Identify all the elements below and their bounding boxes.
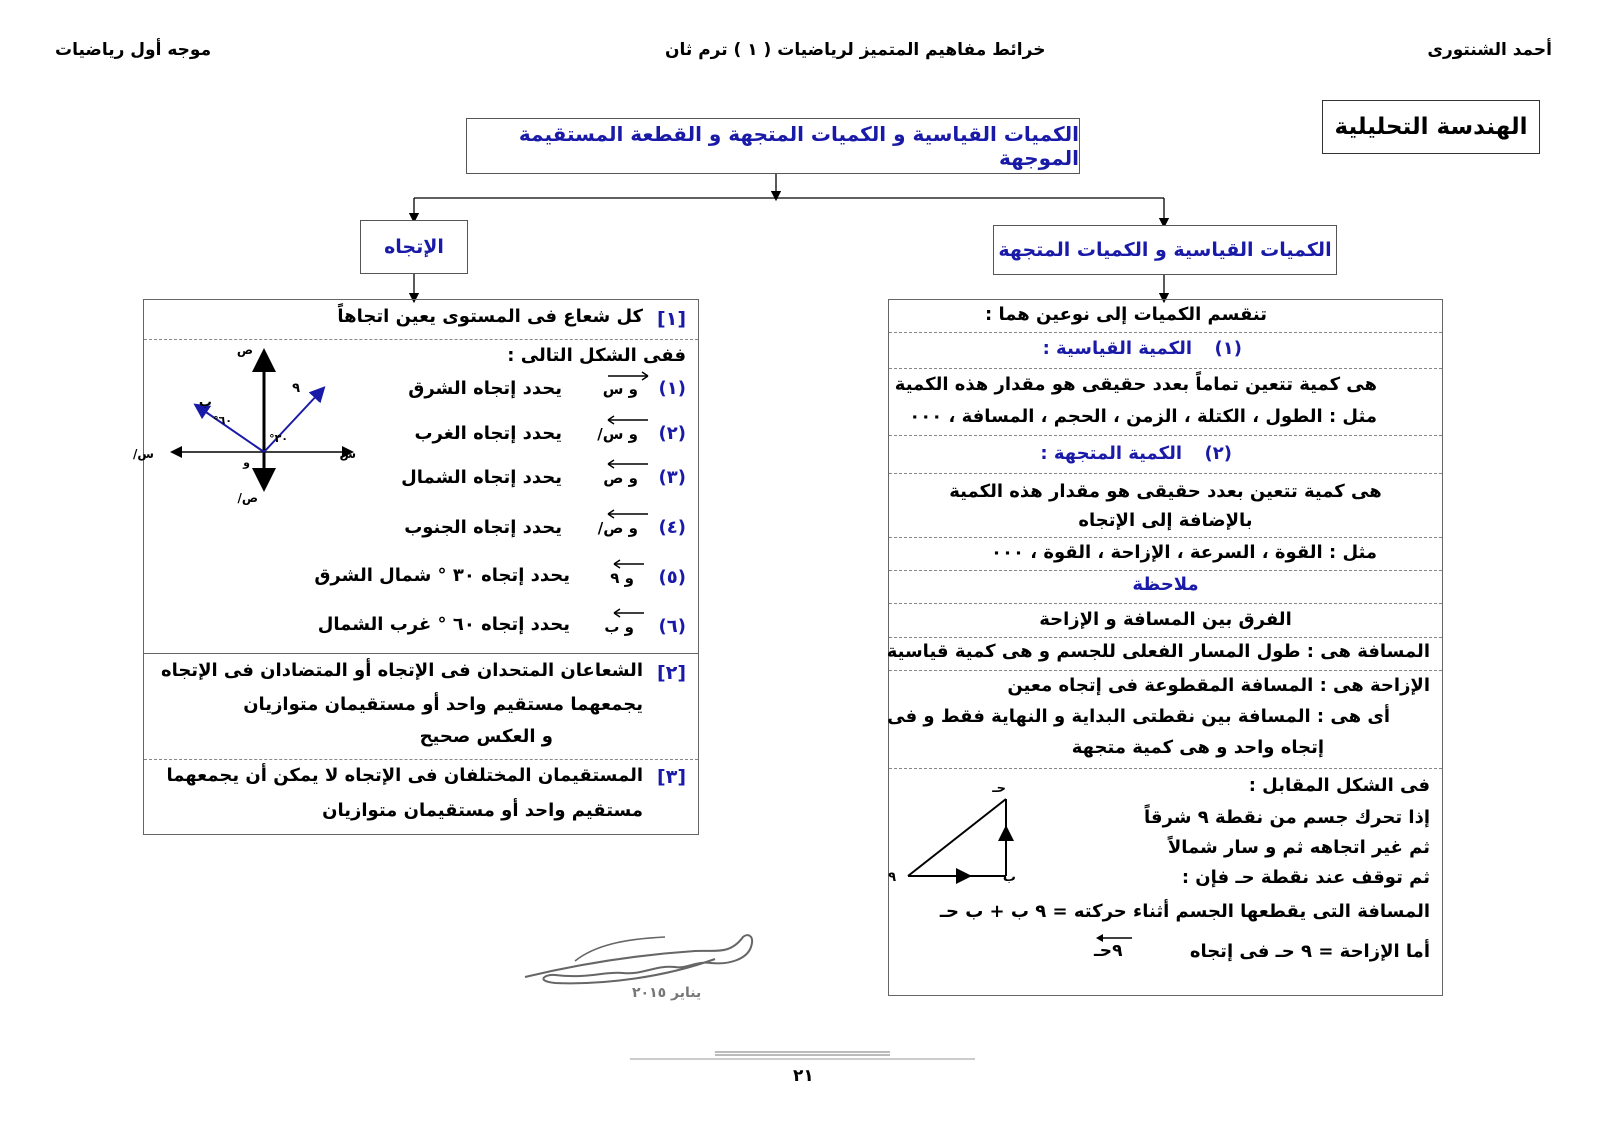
item-3-number: (٣) xyxy=(658,467,686,488)
branch-direction-text: الإتجاه xyxy=(384,236,444,258)
row-scalar-examples xyxy=(889,403,1442,436)
item-4-vector-label: و ص/ xyxy=(597,519,638,537)
displacement-formula: أما الإزاحة = ٩ حـ فى إتجاه xyxy=(1189,941,1430,962)
item-6-vector-label: و ب xyxy=(604,618,634,636)
row-difference xyxy=(889,604,1442,638)
displacement-def-1: الإزاحة هى : المسافة المقطوعة فى إتجاه معين xyxy=(1007,675,1430,696)
axes-figure xyxy=(133,340,380,510)
item-2-number: (٢) xyxy=(658,423,686,444)
row-directions xyxy=(133,340,698,654)
item-4-text: يحدد إتجاه الجنوب xyxy=(404,517,562,538)
branch-quantities-text: الكميات القياسية و الكميات المتجهة xyxy=(998,239,1332,261)
tree-connectors xyxy=(0,0,1600,310)
item-5-text: يحدد إتجاه ٣٠ ° شمال الشرق xyxy=(314,565,570,586)
item-1-text: يحدد إتجاه الشرق xyxy=(408,378,562,399)
example-line-3: ثم توقف عند نقطة حـ فإن : xyxy=(1181,867,1430,888)
item-6-text: يحدد إتجاه ٦٠ ° غرب الشمال xyxy=(317,614,570,635)
p1-text: كل شعاع فى المستوى يعين اتجاهاً xyxy=(337,306,643,327)
row-p3 xyxy=(144,760,698,836)
vector-arrows xyxy=(597,340,660,654)
axis-y2-label: ص/ xyxy=(237,491,258,505)
difference-title: الفرق بين المسافة و الإزاحة xyxy=(1039,609,1292,630)
directions-intro: ففى الشكل التالى : xyxy=(507,345,686,366)
header-role: موجه أول رياضيات xyxy=(55,40,212,60)
intro-text: تنقسم الكميات إلى نوعين هما : xyxy=(984,304,1267,325)
item-5-number: (٥) xyxy=(658,567,686,588)
row-vector-title xyxy=(889,436,1442,474)
item-3-vector-label: و ص xyxy=(603,469,638,487)
p3-line-1: المستقيمان المختلفان فى الإتجاه لا يمكن أن يجمعهما xyxy=(166,765,643,786)
branch-quantities xyxy=(993,225,1337,275)
branch-direction xyxy=(360,220,468,274)
right-panel xyxy=(888,299,1443,996)
p2-number: [٢] xyxy=(657,662,686,684)
p3-number: [٣] xyxy=(657,766,686,788)
scalar-definition: هى كمية تتعين تماماً بعدد حقيقى هو مقدار هذه الكمية xyxy=(894,374,1377,395)
item-6-number: (٦) xyxy=(658,616,686,637)
example-intro: فى الشكل المقابل : xyxy=(1248,775,1430,796)
point-a-axis-label: ٩ xyxy=(292,381,300,396)
item-5-vector-label: و ٩ xyxy=(610,569,634,587)
point-a-label: ٩ xyxy=(888,870,896,885)
row-vector-def xyxy=(889,474,1442,538)
vector-definition-2: بالإضافة إلى الإتجاه xyxy=(1078,510,1253,531)
signature-date: يناير ٢٠١٥ xyxy=(632,985,702,1001)
row-example xyxy=(889,769,1442,995)
signature xyxy=(515,925,775,1015)
scalar-examples: مثل : الطول ، الكتلة ، الزمن ، الحجم ، المسافة ، ٠٠٠ xyxy=(909,406,1377,427)
displacement-def-3: إتجاه واحد و هى كمية متجهة xyxy=(1071,737,1324,758)
p1-number: [١] xyxy=(657,308,686,330)
displacement-vector-label: ٩حـ xyxy=(1094,941,1123,961)
page-number: ٢١ xyxy=(793,1066,814,1086)
item-2-vector-label: و س/ xyxy=(597,425,638,443)
item-3-text: يحدد إتجاه الشمال xyxy=(401,467,562,488)
note-title: ملاحظة xyxy=(1132,574,1199,595)
row-displacement xyxy=(889,671,1442,769)
axis-x2-label: س/ xyxy=(133,447,154,461)
displacement-vector xyxy=(1094,941,1122,961)
point-b-label: ب xyxy=(1002,870,1016,885)
axis-y-label: ص xyxy=(236,343,253,357)
p2-line-1: الشعاعان المتحدان فى الإتجاه أو المتضادان فى الإتجاه xyxy=(160,660,643,681)
vector-number: (٢) xyxy=(1204,443,1232,464)
p2-line-2: يجمعهما مستقيم واحد أو مستقيمان متوازيان xyxy=(243,694,643,715)
vector-title: الكمية المتجهة : xyxy=(1040,443,1182,464)
vector-examples: مثل : القوة ، السرعة ، الإزاحة ، القوة ، ٠٠٠ xyxy=(991,542,1377,563)
distance-formula: المسافة التى يقطعها الجسم أثناء حركته = ٩ ب + ب حـ xyxy=(939,901,1430,922)
row-p2 xyxy=(144,654,698,760)
origin-label: و xyxy=(243,456,250,469)
row-distance xyxy=(886,638,1442,671)
example-line-1: إذا تحرك جسم من نقطة ٩ شرقاً xyxy=(1144,807,1430,828)
item-1-number: (١) xyxy=(658,378,686,399)
example-line-2: ثم غير اتجاهه ثم و سار شمالاً xyxy=(1167,837,1430,858)
left-panel xyxy=(133,299,699,835)
item-2-text: يحدد إتجاه الغرب xyxy=(414,423,562,444)
angle-30-label: ٣٠° xyxy=(269,432,288,445)
unit-title-text: الهندسة التحليلية xyxy=(1334,114,1528,140)
row-p1 xyxy=(144,300,698,340)
row-scalar-def xyxy=(889,369,1442,403)
row-vector-examples xyxy=(889,538,1442,571)
vector-definition-1: هى كمية تتعين بعدد حقيقى هو مقدار هذه الكمية xyxy=(949,481,1382,502)
vector-arrow-icon xyxy=(1094,933,1134,943)
point-b-axis-label: ب xyxy=(198,395,212,410)
displacement-def-2: أى هى : المسافة بين نقطتى البداية و النهاية فقط و فى xyxy=(887,706,1390,727)
row-intro xyxy=(889,300,1442,333)
angle-60-label: ٦٠° xyxy=(213,414,232,427)
axis-x-label: س xyxy=(339,447,356,461)
p3-line-2: مستقيم واحد أو مستقيمان متوازيان xyxy=(322,800,643,821)
main-title-text: الكميات القياسية و الكميات المتجهة و القطعة المستقيمة الموجهة xyxy=(518,122,1079,170)
header-title: خرائط مفاهيم المتميز لرياضيات ( ١ ) ترم ثان xyxy=(665,40,1046,60)
row-scalar-title xyxy=(889,333,1442,369)
p2-line-3: و العكس صحيح xyxy=(419,726,553,747)
row-note xyxy=(889,571,1442,604)
scalar-title: الكمية القياسية : xyxy=(1042,338,1192,359)
point-c-label: حـ xyxy=(992,781,1006,796)
triangle-figure xyxy=(888,777,1034,887)
item-4-number: (٤) xyxy=(658,517,686,538)
distance-definition: المسافة هى : طول المسار الفعلى للجسم و هى كمية قياسية xyxy=(886,641,1430,662)
header-author: أحمد الشنتورى xyxy=(1427,40,1552,60)
footer-rule xyxy=(630,1050,980,1062)
scalar-number: (١) xyxy=(1214,338,1242,359)
item-1-vector-label: و س xyxy=(602,380,638,398)
